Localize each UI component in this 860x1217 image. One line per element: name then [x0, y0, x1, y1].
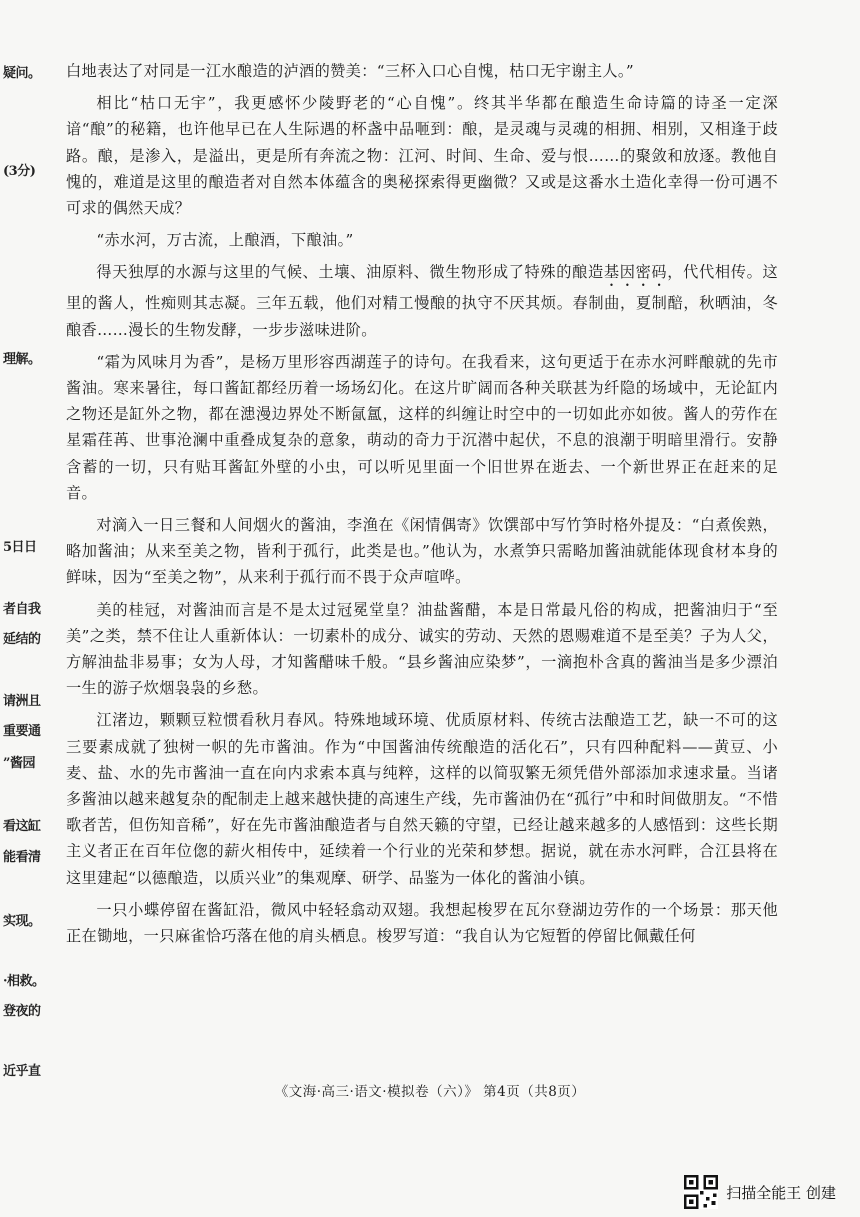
margin-note: 登夜的: [3, 1004, 41, 1019]
paragraph: [66, 259, 778, 342]
margin-note: 重要通: [3, 724, 41, 739]
qr-code-icon: [684, 1175, 718, 1209]
paragraph: “赤水河，万古流，上酿酒，下酿油。”: [96, 231, 354, 250]
margin-notes: [0, 0, 52, 1140]
margin-note: 者自我: [3, 602, 41, 617]
paragraph: 白地表达了对同是一江水酿造的泸酒的赞美：“三杯入口心自愧，枯口无宇谢主人。”: [66, 62, 634, 80]
margin-note: 5日日: [3, 540, 37, 555]
scanner-watermark: [684, 1175, 836, 1209]
emphasized-text: 基因密码: [603, 263, 668, 282]
margin-note: 请洲且: [3, 694, 41, 709]
paragraph: 相比“枯口无宇”，我更感怀少陵野老的“心自愧”。终其半华都在酿造生命诗篇的诗圣一定深谙“酿”的秘籍，也许他早已在人生际遇的杯盏中品咂到：酿，是灵魂与灵魂的相拥、相别，又相逢于歧路。酿，是渗入，是溢出，更是所有奔流之物：江河、时间、生命、爱与恨……的聚敛和放逐。教他自愧的，难道是这里的酿造者对自然本体蕴含的奥秘探索得更幽微？又或是这番水土造化幸得一份可遇不可求的偶然天成？: [66, 94, 778, 218]
paragraph: “霜为风味月为香”，是杨万里形容西湖莲子的诗句。在我看来，这句更适于在赤水河畔酿就的先市酱油。寒来暑往，每口酱缸都经历着一场场幻化。在这片旷阔而各种关联甚为纤隐的场域中，无论缸内之物还是缸外之物，都在漶漫边界处不断氤氲，这样的纠缠让时空中的一切如此亦如彼。酱人的劳作在星霜荏苒、世事沧澜中重叠成复杂的意象，萌动的奇力于沉潜中起伏，不息的浪潮于明暗里滑行。安静含蓄的一切，只有贴耳酱缸外壁的小虫，可以听见里面一个旧世界在逝去、一个新世界正在赶来的足音。: [66, 352, 778, 502]
paragraph: 一只小蝶停留在酱缸沿，微风中轻轻翕动双翅。我想起梭罗在瓦尔登湖边劳作的一个场景：那天他正在锄地，一只麻雀恰巧落在他的肩头栖息。梭罗写道：“我自认为它短暂的停留比佩戴任何: [66, 900, 778, 946]
paragraph-text: 得天独厚的水源与这里的气候、土壤、油原料、微生物形成了特殊的酿造: [96, 263, 604, 282]
margin-note: 延结的: [3, 632, 41, 647]
margin-note: 理解。: [3, 352, 41, 367]
article-body: [66, 58, 778, 955]
watermark-label: 扫描全能王 创建: [726, 1183, 836, 1202]
margin-note: 能看清: [3, 850, 41, 865]
margin-note: (3分): [3, 164, 36, 179]
margin-note: 看这缸: [3, 819, 41, 834]
margin-note: 疑问。: [3, 66, 41, 81]
margin-note: ”酱园: [3, 756, 35, 771]
page-footer: 《文海·高三·语文·模拟卷（六）》 第4页（共8页）: [274, 1084, 586, 1100]
paragraph: 美的桂冠，对酱油而言是不是太过冠冕堂皇？油盐酱醋，本是日常最凡俗的构成，把酱油归于“至美”之类，禁不住让人重新体认：一切素朴的成分、诚实的劳动、天然的恩赐难道不是至美？子为人父，方解油盐非易事；女为人母，才知酱醋味千般。“县乡酱油应染梦”，一滴抱朴含真的酱油当是多少漂泊一生的游子炊烟袅袅的乡愁。: [66, 600, 778, 698]
margin-note: ·相救。: [3, 974, 45, 989]
paragraph: 对滴入一日三餐和人间烟火的酱油，李渔在《闲情偶寄》饮馔部中写竹笋时格外提及：“白煮俟熟，略加酱油；从来至美之物，皆利于孤行，此类是也。”他认为，水煮笋只需略加酱油就能体现食材本身的鲜味，因为“至美之物”，从来利于孤行而不畏于众声喧哗。: [66, 516, 778, 587]
paragraph: 江渚边，颗颗豆粒惯看秋月春风。特殊地域环境、优质原材料、传统古法酿造工艺，缺一不可的这三要素成就了独树一帜的先市酱油。作为“中国酱油传统酿造的活化石”，只有四种配料——黄豆、小麦、盐、水的先市酱油一直在向内求索本真与纯粹，这样的以简驭繁无须凭借外部添加求速求量。当诸多酱油以越来越复杂的配制走上越来越快捷的高速生产线，先市酱油仍在“孤行”中和时间做朋友。“不惜歌者苦，但伤知音稀”，好在先市酱油酿造者与自然天籁的守望，已经让越来越多的人感悟到：这些长期主义者正在百年位偬的薪火相传中，延续着一个行业的光荣和梦想。据说，就在赤水河畔，合江县将在这里建起“以德酿造，以质兴业”的集观摩、研学、品鉴为一体化的酱油小镇。: [66, 711, 778, 887]
paragraph-text: 这里的酱人，性痴则其志凝。三年五载，他们对精工慢酿的执守不厌其烦。春制曲，夏制醅，秋晒油，冬酿香……漫长的生物发酵，一步步滋味进阶。: [66, 263, 778, 339]
paragraph-text: ，代代相传。: [667, 263, 763, 282]
margin-note: 实现。: [3, 914, 41, 929]
margin-note: 近乎直: [3, 1064, 41, 1079]
